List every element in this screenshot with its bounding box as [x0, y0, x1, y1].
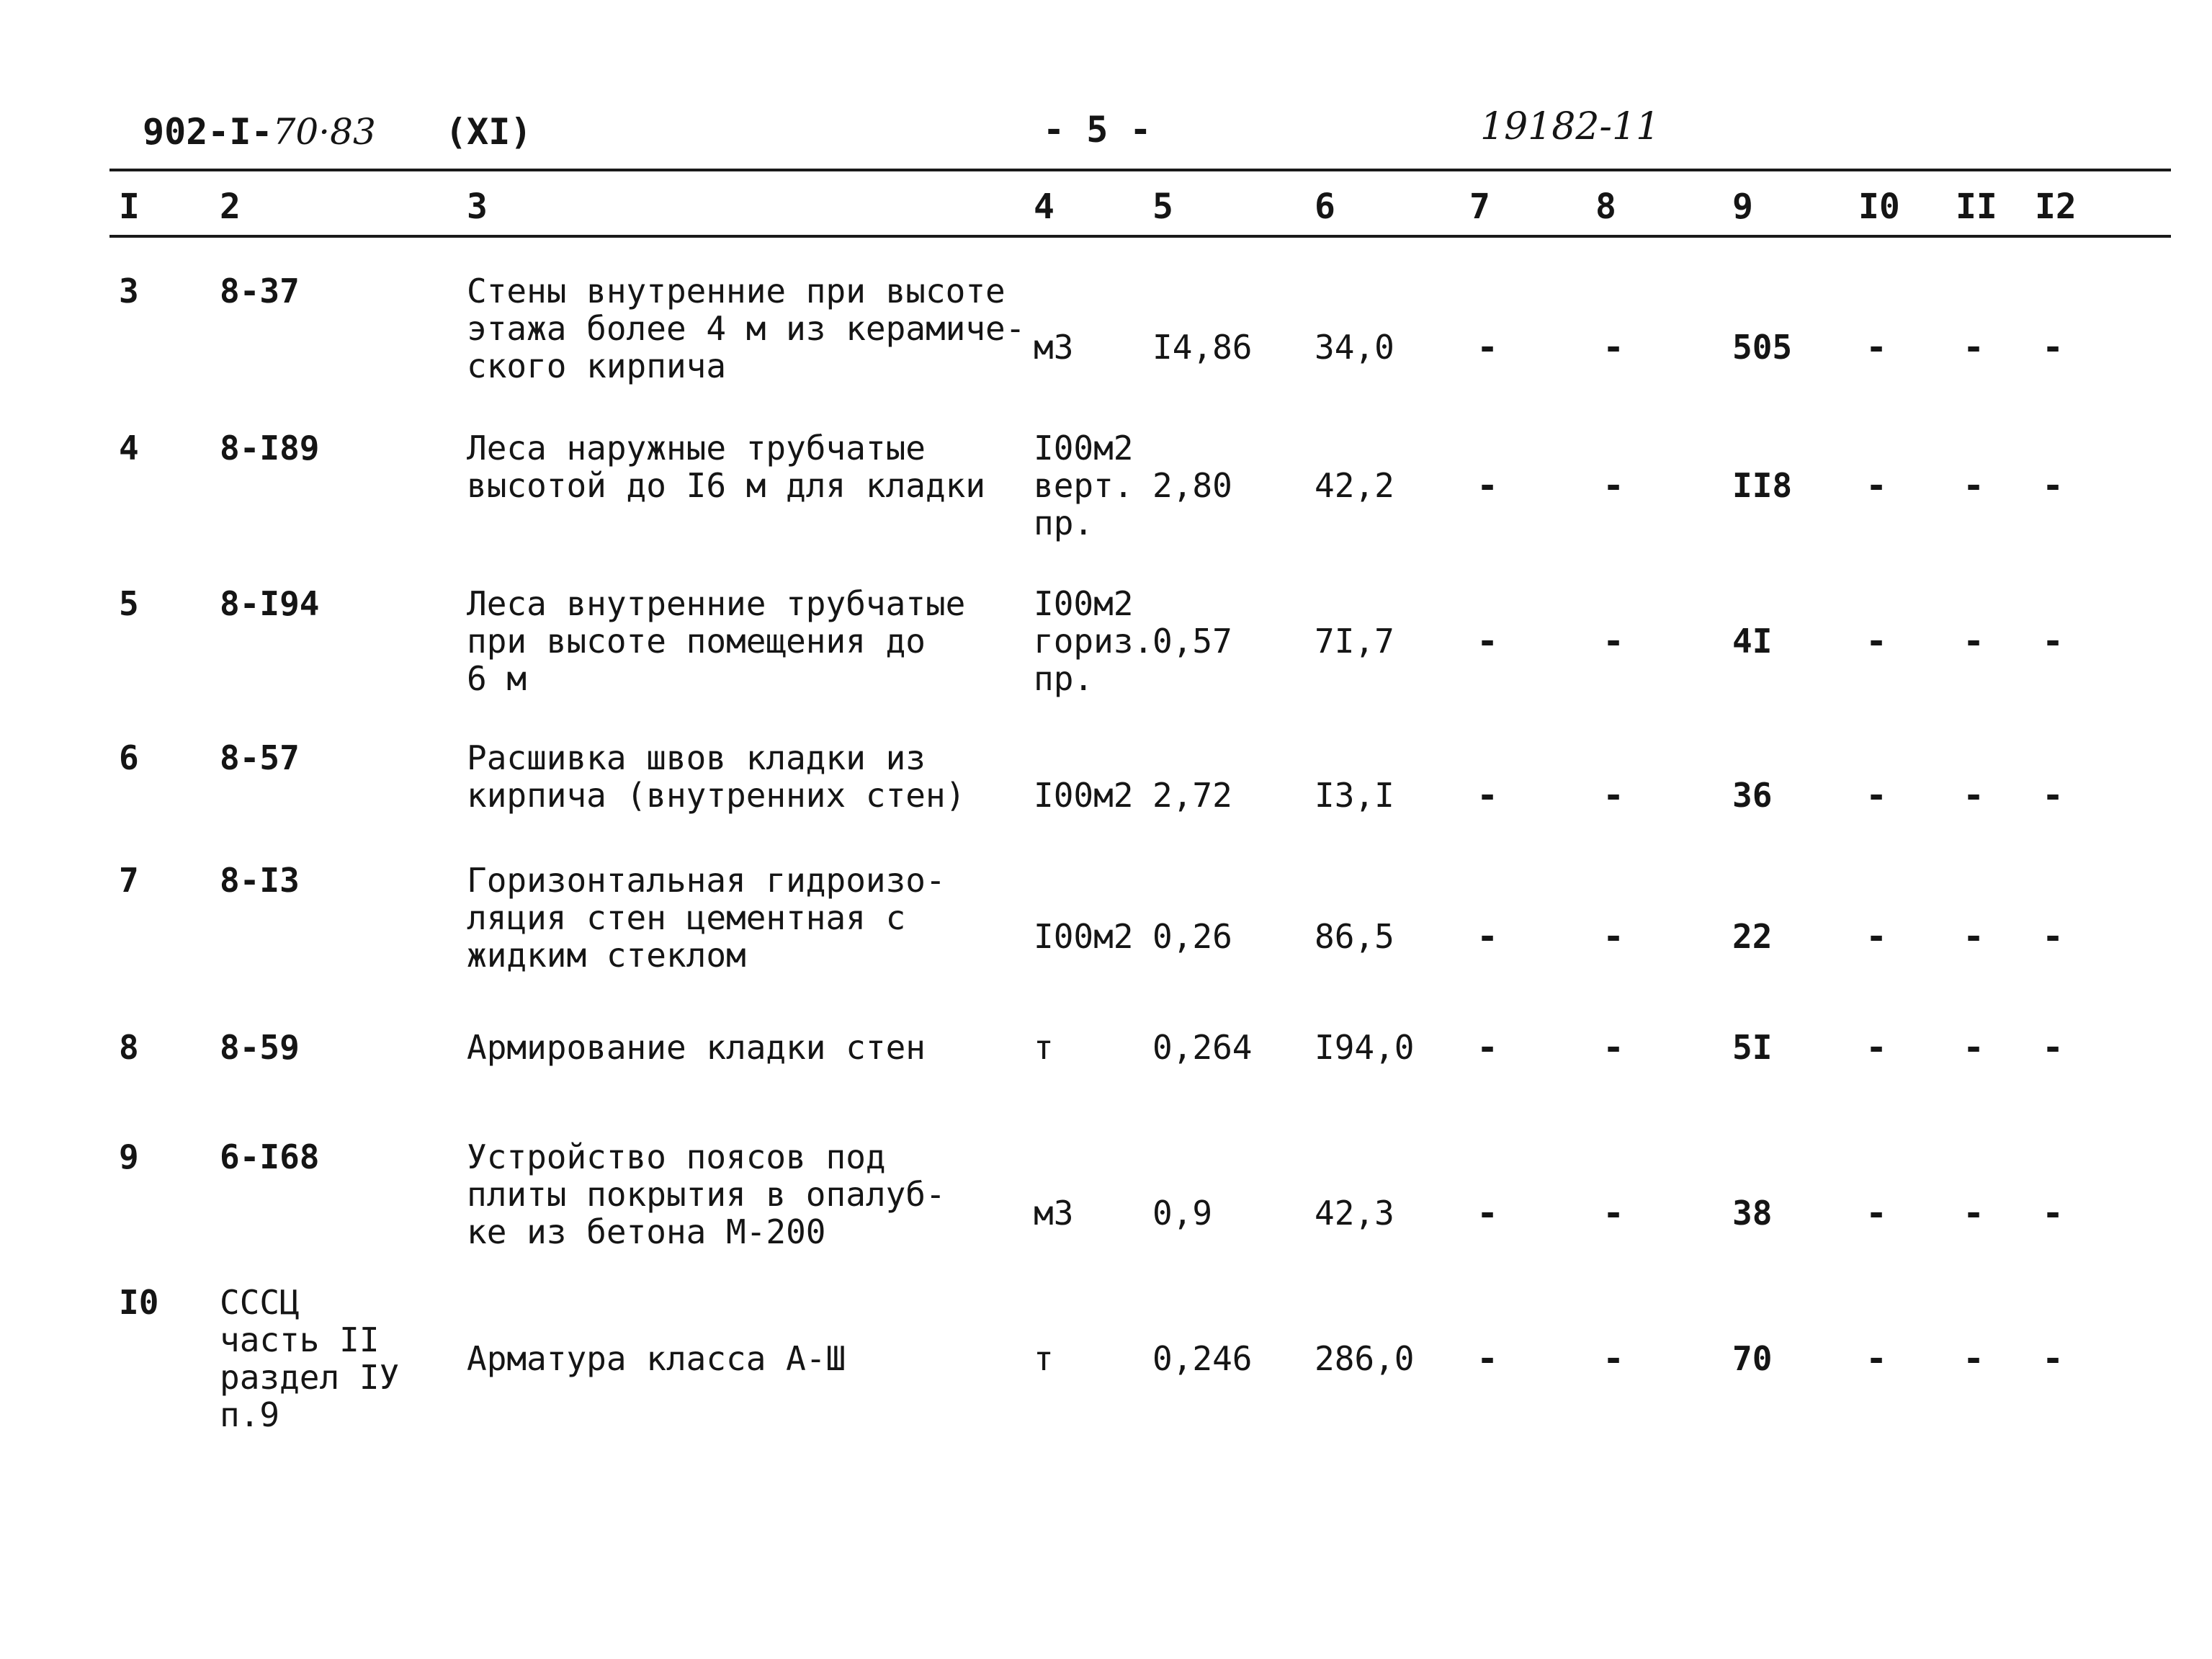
work-name-line: плиты покрытия в опалуб-	[467, 1175, 946, 1214]
empty-value-dash: -	[1477, 1192, 1499, 1234]
quantity: 0,57	[1152, 622, 1232, 661]
work-name-line: Стены внутренние при высоте	[467, 272, 1006, 310]
total-cost: 505	[1732, 328, 1793, 367]
empty-value-dash: -	[1603, 1027, 1625, 1068]
rate-code-line: часть II	[220, 1320, 380, 1359]
work-name-line: Леса внутренние трубчатые	[467, 584, 966, 623]
empty-value-dash: -	[1477, 1338, 1499, 1379]
total-cost: 22	[1732, 917, 1773, 956]
empty-value-dash: -	[2042, 774, 2064, 816]
empty-value-dash: -	[2042, 1027, 2064, 1068]
row-number: I0	[119, 1283, 159, 1322]
empty-value-dash: -	[1963, 326, 1985, 368]
quantity: I4,86	[1152, 328, 1253, 367]
unit-price: 286,0	[1315, 1339, 1415, 1378]
row-number: 7	[119, 861, 139, 900]
document-code-printed: 902-I-	[143, 111, 273, 153]
unit-line: I00м2	[1034, 917, 1134, 956]
table-row	[0, 272, 2212, 395]
unit-price: 42,3	[1315, 1194, 1394, 1233]
column-number-6: 6	[1315, 187, 1335, 227]
rate-code-line: 8-37	[220, 272, 300, 310]
empty-value-dash: -	[1603, 620, 1625, 662]
empty-value-dash: -	[2042, 916, 2064, 957]
empty-value-dash: -	[1477, 326, 1499, 368]
rate-code-line: 8-I94	[220, 584, 320, 623]
empty-value-dash: -	[1603, 1192, 1625, 1234]
work-name-line: кирпича (внутренних стен)	[467, 776, 966, 815]
rate-code-line: раздел IУ	[220, 1358, 400, 1397]
column-number-4: 4	[1034, 187, 1054, 227]
rate-code-line: п.9	[220, 1395, 280, 1434]
rate-code-line: 6-I68	[220, 1137, 320, 1176]
total-cost: 4I	[1732, 622, 1773, 661]
quantity: 0,26	[1152, 917, 1232, 956]
unit-line: пр.	[1034, 504, 1094, 542]
column-number-11: II	[1956, 187, 1997, 227]
empty-value-dash: -	[1963, 1027, 1985, 1068]
quantity: 0,246	[1152, 1339, 1253, 1378]
unit-price: I94,0	[1315, 1028, 1415, 1067]
empty-value-dash: -	[1603, 916, 1625, 957]
unit-line: гориз.	[1034, 622, 1154, 661]
total-cost: 5I	[1732, 1028, 1773, 1067]
column-number-12: I2	[2035, 187, 2077, 227]
work-name-line: Устройство поясов под	[467, 1137, 886, 1176]
column-number-7: 7	[1469, 187, 1490, 227]
row-number: 4	[119, 429, 139, 468]
total-cost: 36	[1732, 776, 1773, 815]
table-row	[0, 739, 2212, 830]
empty-value-dash: -	[1866, 1192, 1888, 1234]
work-name-line: Леса наружные трубчатые	[467, 429, 926, 468]
table-row	[0, 1029, 2212, 1098]
empty-value-dash: -	[1963, 620, 1985, 662]
work-name-line: Расшивка швов кладки из	[467, 738, 926, 777]
work-name-line: ке из бетона М-200	[467, 1212, 826, 1251]
unit-price: 42,2	[1315, 466, 1394, 505]
table-row	[0, 1284, 2212, 1442]
column-number-8: 8	[1595, 187, 1616, 227]
unit-line: I00м2	[1034, 429, 1134, 468]
quantity: 2,80	[1152, 466, 1232, 505]
empty-value-dash: -	[1477, 465, 1499, 506]
empty-value-dash: -	[1477, 1027, 1499, 1068]
column-number-10: I0	[1858, 187, 1900, 227]
work-name-line: Армирование кладки стен	[467, 1028, 926, 1067]
work-name-line: ского кирпича	[467, 346, 727, 385]
work-name-line: этажа более 4 м из керамиче-	[467, 309, 1026, 348]
column-number-1: I	[119, 187, 140, 227]
table-row	[0, 585, 2212, 716]
rate-code-line: 8-I89	[220, 429, 320, 468]
work-name-line: ляция стен цементная с	[467, 898, 906, 937]
document-code	[143, 111, 376, 153]
column-number-9: 9	[1732, 187, 1753, 227]
empty-value-dash: -	[1963, 916, 1985, 957]
unit-price: I3,I	[1315, 776, 1394, 815]
row-number: 6	[119, 738, 139, 777]
empty-value-dash: -	[1477, 620, 1499, 662]
unit-line: I00м2	[1034, 584, 1134, 623]
section-label: (XI)	[445, 111, 532, 153]
table-row	[0, 862, 2212, 984]
empty-value-dash: -	[1866, 326, 1888, 368]
empty-value-dash: -	[1603, 1338, 1625, 1379]
quantity: 2,72	[1152, 776, 1232, 815]
table-header-rule	[109, 235, 2171, 238]
unit-line: м3	[1034, 328, 1074, 367]
row-number: 5	[119, 584, 139, 623]
quantity: 0,264	[1152, 1028, 1253, 1067]
page-number: - 5 -	[1043, 109, 1152, 151]
total-cost: 38	[1732, 1194, 1773, 1233]
column-number-5: 5	[1152, 187, 1173, 227]
empty-value-dash: -	[1603, 774, 1625, 816]
rate-code-line: 8-I3	[220, 861, 300, 900]
table-row	[0, 429, 2212, 560]
empty-value-dash: -	[1963, 465, 1985, 506]
empty-value-dash: -	[2042, 620, 2064, 662]
work-name-line: при высоте помещения до	[467, 622, 926, 661]
document-code-handwritten: 70·83	[272, 111, 376, 153]
empty-value-dash: -	[1603, 326, 1625, 368]
total-cost: II8	[1732, 466, 1793, 505]
row-number: 9	[119, 1137, 139, 1176]
empty-value-dash: -	[2042, 326, 2064, 368]
unit-line: м3	[1034, 1194, 1074, 1233]
empty-value-dash: -	[1866, 774, 1888, 816]
empty-value-dash: -	[1963, 774, 1985, 816]
empty-value-dash: -	[1963, 1338, 1985, 1379]
column-number-2: 2	[220, 187, 241, 227]
empty-value-dash: -	[1963, 1192, 1985, 1234]
row-number: 3	[119, 272, 139, 310]
empty-value-dash: -	[1866, 620, 1888, 662]
empty-value-dash: -	[1866, 916, 1888, 957]
inventory-number: 19182-11	[1480, 105, 1660, 148]
work-name-line: Горизонтальная гидроизо-	[467, 861, 946, 900]
work-name-line: высотой до I6 м для кладки	[467, 466, 986, 505]
rate-code-line: 8-57	[220, 738, 300, 777]
empty-value-dash: -	[1866, 465, 1888, 506]
table-top-rule	[109, 169, 2171, 171]
empty-value-dash: -	[2042, 1192, 2064, 1234]
unit-price: 7I,7	[1315, 622, 1394, 661]
rate-code-line: 8-59	[220, 1028, 300, 1067]
work-name-line: жидким стеклом	[467, 936, 746, 975]
empty-value-dash: -	[2042, 1338, 2064, 1379]
unit-line: т	[1034, 1028, 1054, 1067]
rate-code-line: СССЦ	[220, 1283, 300, 1322]
unit-line: I00м2	[1034, 776, 1134, 815]
empty-value-dash: -	[1866, 1027, 1888, 1068]
empty-value-dash: -	[1477, 774, 1499, 816]
work-name-line: Арматура класса А-Ш	[467, 1339, 846, 1378]
unit-price: 34,0	[1315, 328, 1394, 367]
unit-line: верт.	[1034, 466, 1134, 505]
unit-line: т	[1034, 1339, 1054, 1378]
empty-value-dash: -	[2042, 465, 2064, 506]
table-row	[0, 1138, 2212, 1261]
empty-value-dash: -	[1477, 916, 1499, 957]
total-cost: 70	[1732, 1339, 1773, 1378]
unit-price: 86,5	[1315, 917, 1394, 956]
column-number-3: 3	[467, 187, 488, 227]
empty-value-dash: -	[1866, 1338, 1888, 1379]
empty-value-dash: -	[1603, 465, 1625, 506]
unit-line: пр.	[1034, 659, 1094, 698]
row-number: 8	[119, 1028, 139, 1067]
quantity: 0,9	[1152, 1194, 1213, 1233]
work-name-line: 6 м	[467, 659, 527, 698]
